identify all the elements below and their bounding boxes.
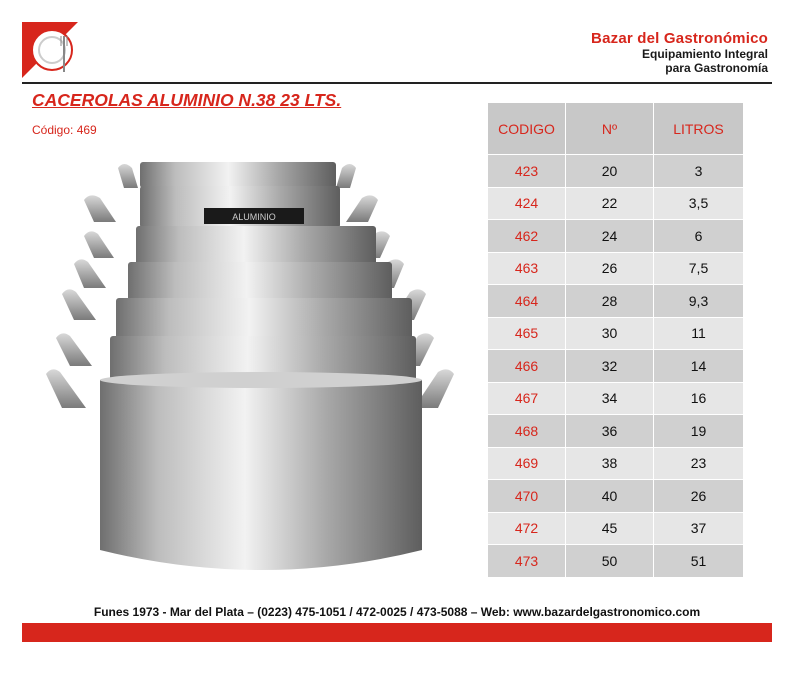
column-header-codigo: CODIGO: [488, 103, 566, 155]
cell-numero: 28: [566, 285, 654, 318]
footer-contact: Funes 1973 - Mar del Plata – (0223) 475-1051 / 472-0025 / 473-5088 – Web: www.bazardelgastronomico.com: [93, 605, 701, 619]
cell-codigo: 467: [488, 382, 566, 415]
column-header-litros: LITROS: [654, 103, 744, 155]
cell-numero: 50: [566, 545, 654, 578]
column-header-numero: Nº: [566, 103, 654, 155]
table-row: [488, 480, 744, 513]
cell-numero: 36: [566, 415, 654, 448]
cell-numero: 26: [566, 252, 654, 285]
footer-bar: [22, 623, 772, 642]
cell-numero: 32: [566, 350, 654, 383]
brand-tagline-2: para Gastronomía: [665, 61, 768, 75]
cell-codigo: 473: [488, 545, 566, 578]
cell-litros: 9,3: [654, 285, 744, 318]
cell-numero: 40: [566, 480, 654, 513]
cell-codigo: 470: [488, 480, 566, 513]
table-row: [488, 317, 744, 350]
cell-litros: 19: [654, 415, 744, 448]
cell-numero: 30: [566, 317, 654, 350]
pot-label: ALUMINIO: [232, 212, 276, 222]
brand-tagline-1: Equipamiento Integral: [641, 47, 768, 61]
cell-codigo: 462: [488, 220, 566, 253]
cell-litros: 37: [654, 512, 744, 545]
table-row: [488, 155, 744, 188]
brand-name: Bazar del Gastronómico: [591, 30, 768, 47]
cell-numero: 20: [566, 155, 654, 188]
stacked-pots-image: [40, 150, 480, 595]
brand-block: [591, 30, 768, 75]
cell-numero: 22: [566, 187, 654, 220]
cell-codigo: 465: [488, 317, 566, 350]
brand-logo-icon: [22, 22, 78, 78]
cell-litros: 51: [654, 545, 744, 578]
cell-codigo: 424: [488, 187, 566, 220]
cell-numero: 24: [566, 220, 654, 253]
cell-litros: 3,5: [654, 187, 744, 220]
cell-litros: 14: [654, 350, 744, 383]
table-row: [488, 187, 744, 220]
cell-litros: 23: [654, 447, 744, 480]
product-code: Código: 469: [32, 123, 97, 137]
table-row: [488, 350, 744, 383]
table-row: [488, 447, 744, 480]
table-row: [488, 415, 744, 448]
product-title: CACEROLAS ALUMINIO N.38 23 LTS.: [32, 90, 342, 110]
cell-numero: 38: [566, 447, 654, 480]
cell-litros: 16: [654, 382, 744, 415]
table-row: [488, 285, 744, 318]
cell-codigo: 464: [488, 285, 566, 318]
cell-numero: 34: [566, 382, 654, 415]
cell-codigo: 472: [488, 512, 566, 545]
cell-codigo: 463: [488, 252, 566, 285]
table-header-row: [488, 103, 744, 155]
size-table: [487, 102, 744, 578]
cell-litros: 7,5: [654, 252, 744, 285]
table-row: [488, 512, 744, 545]
table-row: [488, 382, 744, 415]
table-row: [488, 220, 744, 253]
cell-litros: 26: [654, 480, 744, 513]
table-row: [488, 252, 744, 285]
cell-codigo: 469: [488, 447, 566, 480]
cell-codigo: 468: [488, 415, 566, 448]
cell-litros: 6: [654, 220, 744, 253]
cell-litros: 3: [654, 155, 744, 188]
cell-numero: 45: [566, 512, 654, 545]
table-row: [488, 545, 744, 578]
header-divider: [22, 82, 772, 84]
cell-codigo: 466: [488, 350, 566, 383]
cell-litros: 11: [654, 317, 744, 350]
cell-codigo: 423: [488, 155, 566, 188]
